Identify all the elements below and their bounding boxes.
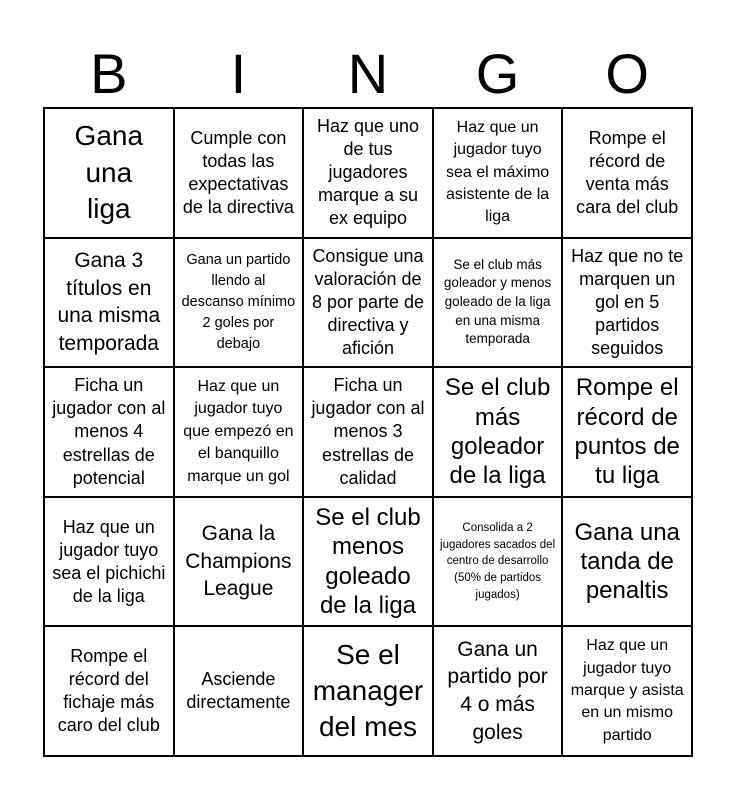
- bingo-cell[interactable]: [562, 626, 692, 756]
- bingo-cell[interactable]: [44, 626, 174, 756]
- bingo-cell[interactable]: [303, 626, 433, 756]
- bingo-cell[interactable]: [44, 497, 174, 627]
- bingo-cell[interactable]: [174, 238, 304, 368]
- bingo-cell[interactable]: [433, 238, 563, 368]
- cell-text: Haz que un jugador tuyo sea el máximo asistente de la liga: [446, 118, 550, 226]
- bingo-cell[interactable]: [174, 626, 304, 756]
- cell-text: Ficha un jugador con al menos 4 estrellas de potencial: [52, 375, 166, 488]
- cell-text: Rompe el récord de puntos de tu liga: [574, 374, 680, 490]
- bingo-cell[interactable]: [562, 108, 692, 238]
- header-letter-o: O: [605, 42, 649, 105]
- bingo-cell[interactable]: [433, 497, 563, 627]
- bingo-grid: [43, 107, 693, 757]
- cell-text: Se el club más goleador y menos goleado de la liga en una misma temporada: [443, 256, 552, 347]
- bingo-cell[interactable]: [433, 626, 563, 756]
- cell-text: Gana la Champions League: [185, 522, 292, 601]
- cell-text: Gana un partido por 4 o más goles: [447, 637, 548, 744]
- bingo-cell[interactable]: [433, 108, 563, 238]
- header-letter-n: N: [347, 42, 389, 105]
- cell-text: Haz que un jugador tuyo marque y asista en un mismo partido: [570, 637, 684, 744]
- cell-text: Consolida a 2 jugadores sacados del centro de desarrollo (50% de partidos jugados): [440, 521, 556, 601]
- header-letter-g: G: [475, 42, 520, 105]
- cell-text: Se el club más goleador de la liga: [444, 374, 551, 490]
- cell-text: Gana una liga: [74, 120, 144, 224]
- cell-text: Se el manager del mes: [312, 638, 424, 743]
- header-letter-i: I: [230, 42, 247, 105]
- cell-text: Haz que uno de tus jugadores marque a su ex equipo: [316, 116, 420, 229]
- cell-text: Haz que no te marquen un gol en 5 partidos seguidos: [571, 245, 684, 358]
- cell-text: Gana un partido llendo al descanso mínimo 2 goles por debajo: [181, 251, 296, 352]
- bingo-cell[interactable]: [562, 238, 692, 368]
- cell-text: Gana 3 títulos en una misma temporada: [57, 248, 161, 356]
- cell-text: Rompe el récord del fichaje más caro del club: [57, 646, 160, 736]
- bingo-cell[interactable]: [433, 367, 563, 497]
- bingo-cell[interactable]: [174, 367, 304, 497]
- bingo-cell[interactable]: [303, 497, 433, 627]
- cell-text: Haz que un jugador tuyo sea el pichichi de la liga: [52, 516, 166, 606]
- cell-text: Rompe el récord de venta más cara del club: [576, 127, 679, 217]
- cell-text: Cumple con todas las expectativas de la directiva: [182, 127, 294, 217]
- bingo-cell[interactable]: [562, 367, 692, 497]
- bingo-cell[interactable]: [44, 108, 174, 238]
- cell-text: Se el club menos goleado de la liga: [315, 504, 421, 619]
- cell-text: Gana una tanda de penaltis: [574, 518, 680, 605]
- bingo-cell[interactable]: [562, 497, 692, 627]
- bingo-header: [44, 40, 692, 108]
- bingo-cell[interactable]: [303, 238, 433, 368]
- bingo-cell[interactable]: [303, 367, 433, 497]
- cell-text: Ficha un jugador con al menos 3 estrellas de calidad: [311, 375, 425, 488]
- cell-text: Asciende directamente: [186, 669, 291, 713]
- header-letter-b: B: [90, 42, 128, 105]
- bingo-cell[interactable]: [174, 497, 304, 627]
- cell-text: Consigue una valoración de 8 por parte de directiva y afición: [311, 245, 425, 358]
- bingo-cell[interactable]: [174, 108, 304, 238]
- bingo-cell[interactable]: [44, 367, 174, 497]
- bingo-cell[interactable]: [44, 238, 174, 368]
- cell-text: Haz que un jugador tuyo que empezó en el banquillo marque un gol: [183, 378, 294, 485]
- bingo-cell[interactable]: [303, 108, 433, 238]
